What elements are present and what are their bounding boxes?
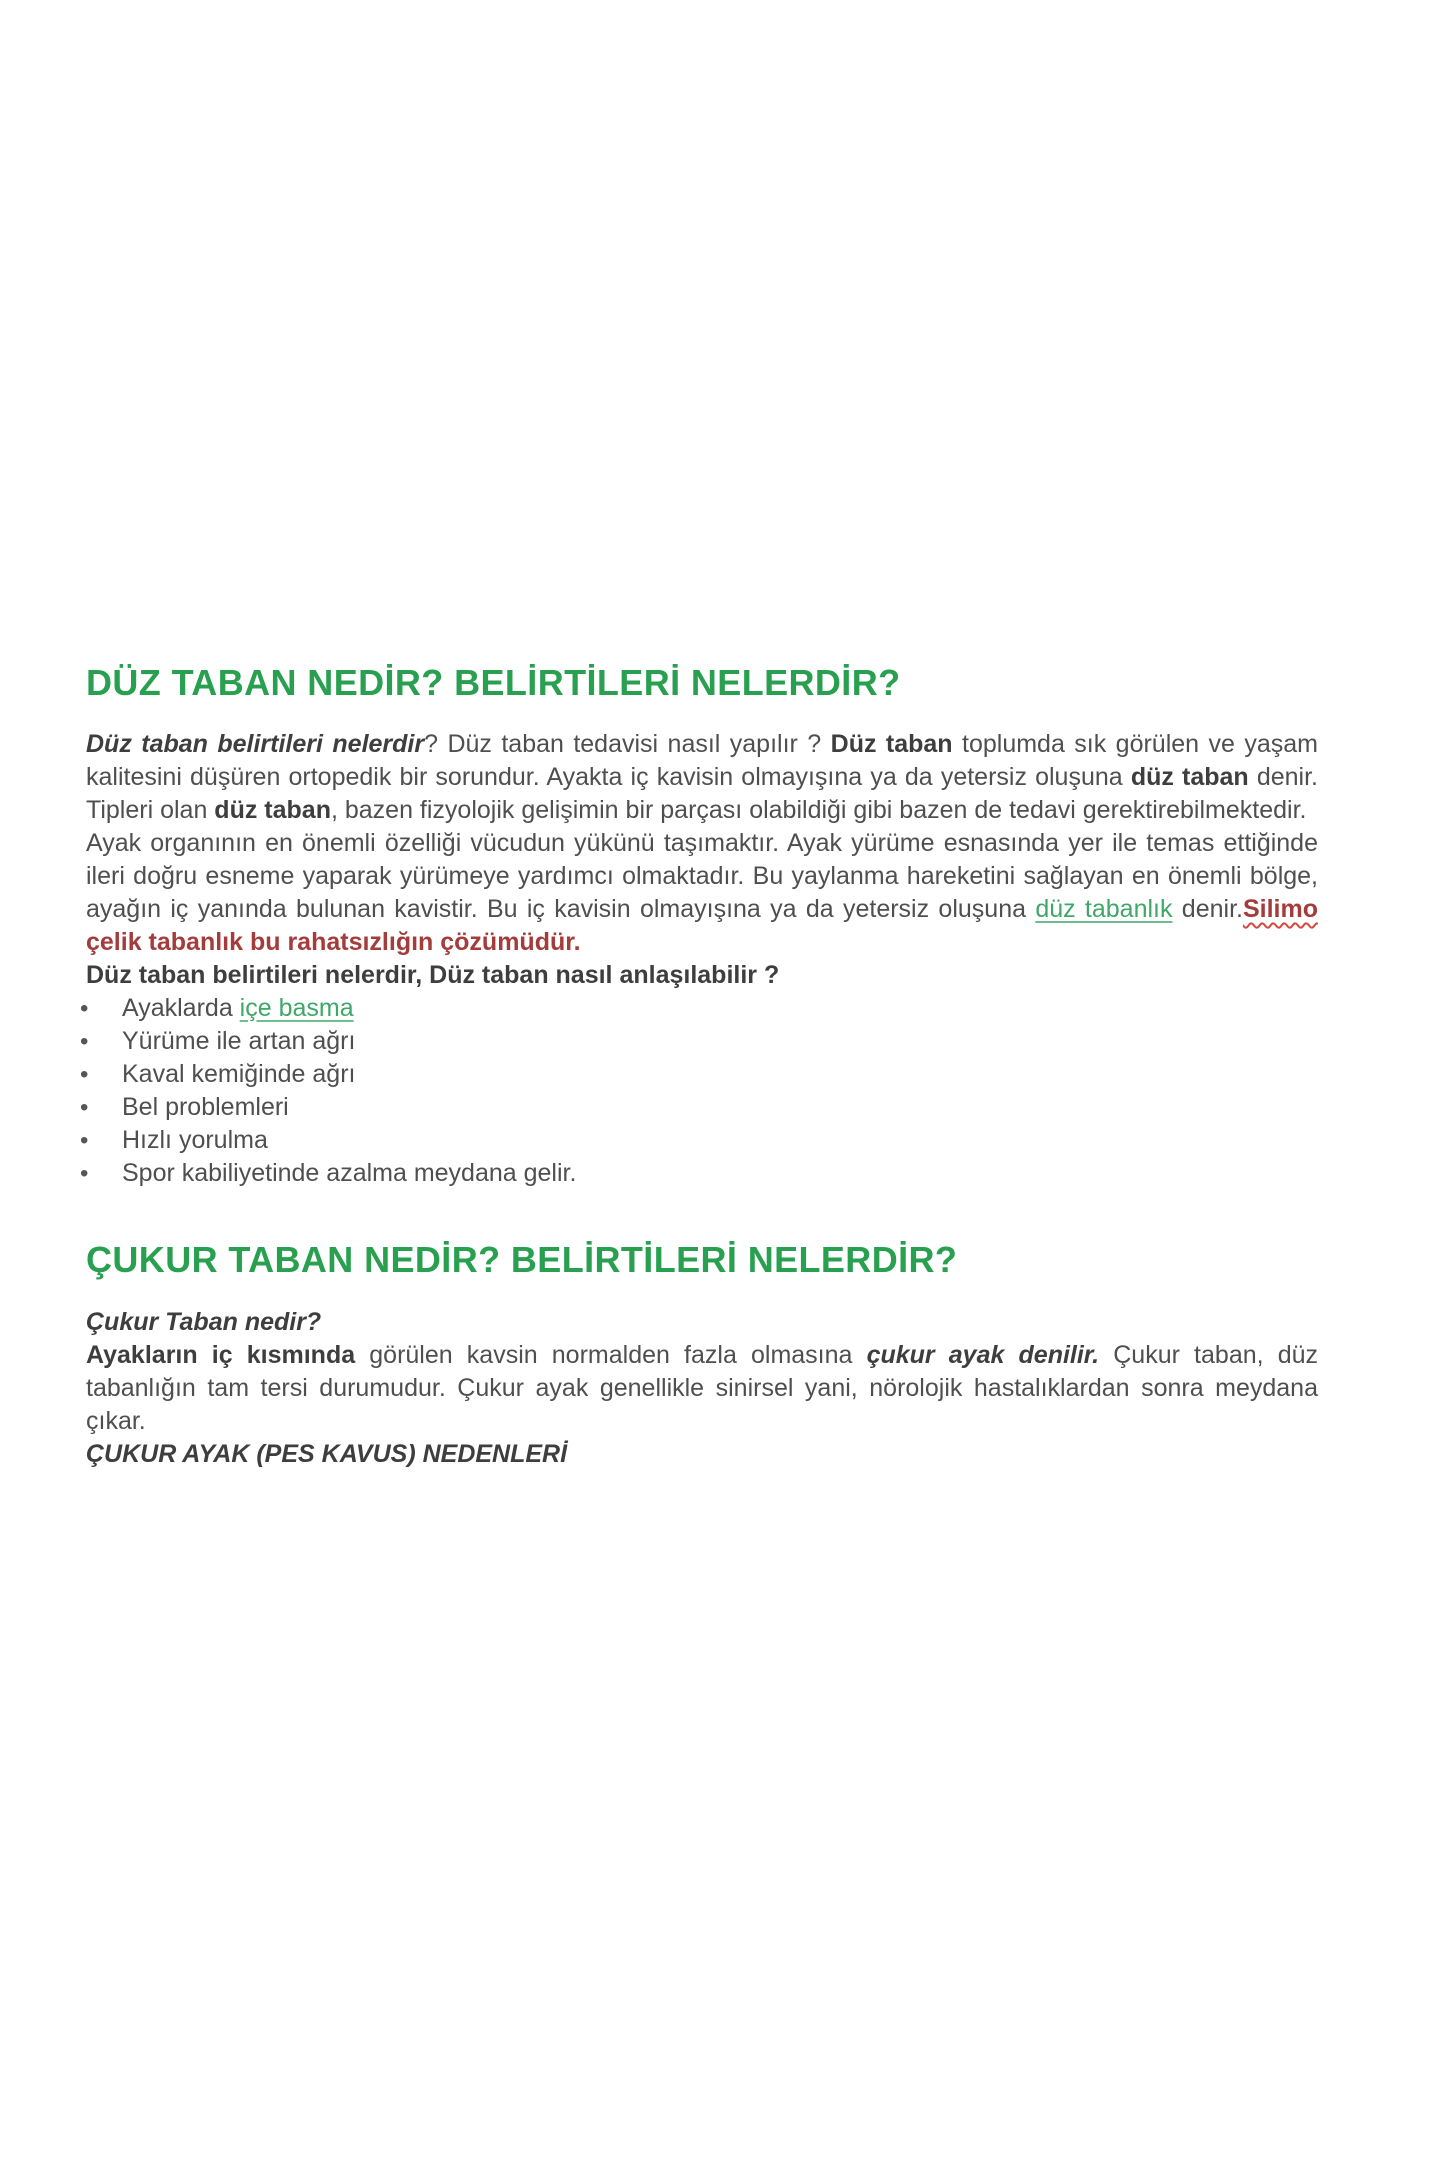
section-title-cukur-taban: ÇUKUR TABAN NEDİR? BELİRTİLERİ NELERDİR?: [86, 1239, 958, 1280]
list-item-bel-problemleri: [78, 1091, 1318, 1124]
cukur-taban-subheading-text: Çukur Taban nedir?: [86, 1308, 322, 1336]
intro-bold-3: düz taban: [214, 796, 331, 824]
section-title-duz-taban: DÜZ TABAN NEDİR? BELİRTİLERİ NELERDİR?: [86, 662, 901, 703]
paragraph-ayak-anatomy: [86, 827, 1318, 959]
symptom-list: [78, 992, 1318, 1190]
ice-basma-link[interactable]: içe basma: [239, 994, 354, 1022]
bullet-text: Spor kabiliyetinde azalma meydana gelir.: [122, 1159, 577, 1187]
intro-text-3: denir. Tipleri olan: [86, 763, 1319, 824]
bullet-text: Kaval kemiğinde ağrı: [122, 1060, 356, 1088]
section-cukur-taban-body: [86, 1306, 1318, 1471]
paragraph-duz-taban-intro: [86, 728, 1318, 827]
cukur-text-2: Çukur taban, düz tabanlığın tam tersi durumudur. Çukur ayak genellikle sinirsel yani, nörolojik hastalıklardan sonra meydana çıkar.: [86, 1341, 1319, 1435]
intro-text-1: ? Düz taban tedavisi nasıl yapılır ?: [424, 730, 831, 758]
intro-lead-text: Düz taban belirtileri nelerdir: [86, 730, 425, 758]
cukur-taban-subheading: [86, 1306, 1318, 1339]
list-item-spor-kabiliyeti: [78, 1157, 1318, 1190]
silimo-alert-text: çelik tabanlık bu rahatsızlığın çözümüdür.: [86, 928, 581, 956]
pes-kavus-heading-text: ÇUKUR AYAK (PES KAVUS) NEDENLERİ: [86, 1440, 568, 1468]
document-page: [86, 663, 1318, 1471]
anatomy-text-2: denir.: [1172, 895, 1243, 923]
list-item-ice-basma: [78, 992, 1318, 1025]
intro-text-2: toplumda sık görülen ve yaşam kalitesini düşüren ortopedik bir sorundur. Ayakta iç kavisin olmayışına ya da yetersiz oluşuna: [86, 730, 1318, 791]
bullet-text: Bel problemleri: [122, 1093, 289, 1121]
intro-bold-2: düz taban: [1130, 763, 1249, 791]
cukur-bold-italic-1: çukur ayak denilir.: [866, 1341, 1100, 1369]
intro-bold-1: Düz taban: [830, 730, 953, 758]
silimo-misspelled-word: Silimo: [1242, 895, 1318, 923]
duz-tabanlik-link[interactable]: düz tabanlık: [1035, 895, 1173, 923]
paragraph-cukur-taban: [86, 1339, 1318, 1438]
bullet-text: Hızlı yorulma: [122, 1126, 268, 1154]
cukur-text-1: görülen kavsin normalden fazla olmasına: [355, 1341, 867, 1369]
bullet-text: Yürüme ile artan ağrı: [122, 1027, 356, 1055]
cukur-bold-1: Ayakların iç kısmında: [86, 1341, 356, 1369]
section-duz-taban-body: [86, 728, 1318, 1190]
intro-text-4: , bazen fizyolojik gelişimin bir parçası olabildiği gibi bazen de tedavi gerektirebilmektedir.: [330, 796, 1307, 824]
list-item-yurume-agri: [78, 1025, 1318, 1058]
symptom-question-text: Düz taban belirtileri nelerdir, Düz taban nasıl anlaşılabilir ?: [86, 961, 780, 989]
anatomy-text-1: Ayak organının en önemli özelliği vücudun yükünü taşımaktır. Ayak yürüme esnasında yer ile temas ettiğinde ileri doğru esneme yaparak yürümeye yardımcı olmaktadır. Bu yaylanma hareketini sağlayan en önemli bölge, ayağın iç yanında bulunan kavistir. Bu iç kavisin olmayışına ya da yetersiz oluşuna: [86, 829, 1318, 923]
bullet-text: Ayaklarda: [122, 994, 240, 1022]
symptom-question-heading: [86, 959, 1318, 992]
pes-kavus-heading: [86, 1438, 1318, 1471]
list-item-kaval-kemigi: [78, 1058, 1318, 1091]
list-item-hizli-yorulma: [78, 1124, 1318, 1157]
